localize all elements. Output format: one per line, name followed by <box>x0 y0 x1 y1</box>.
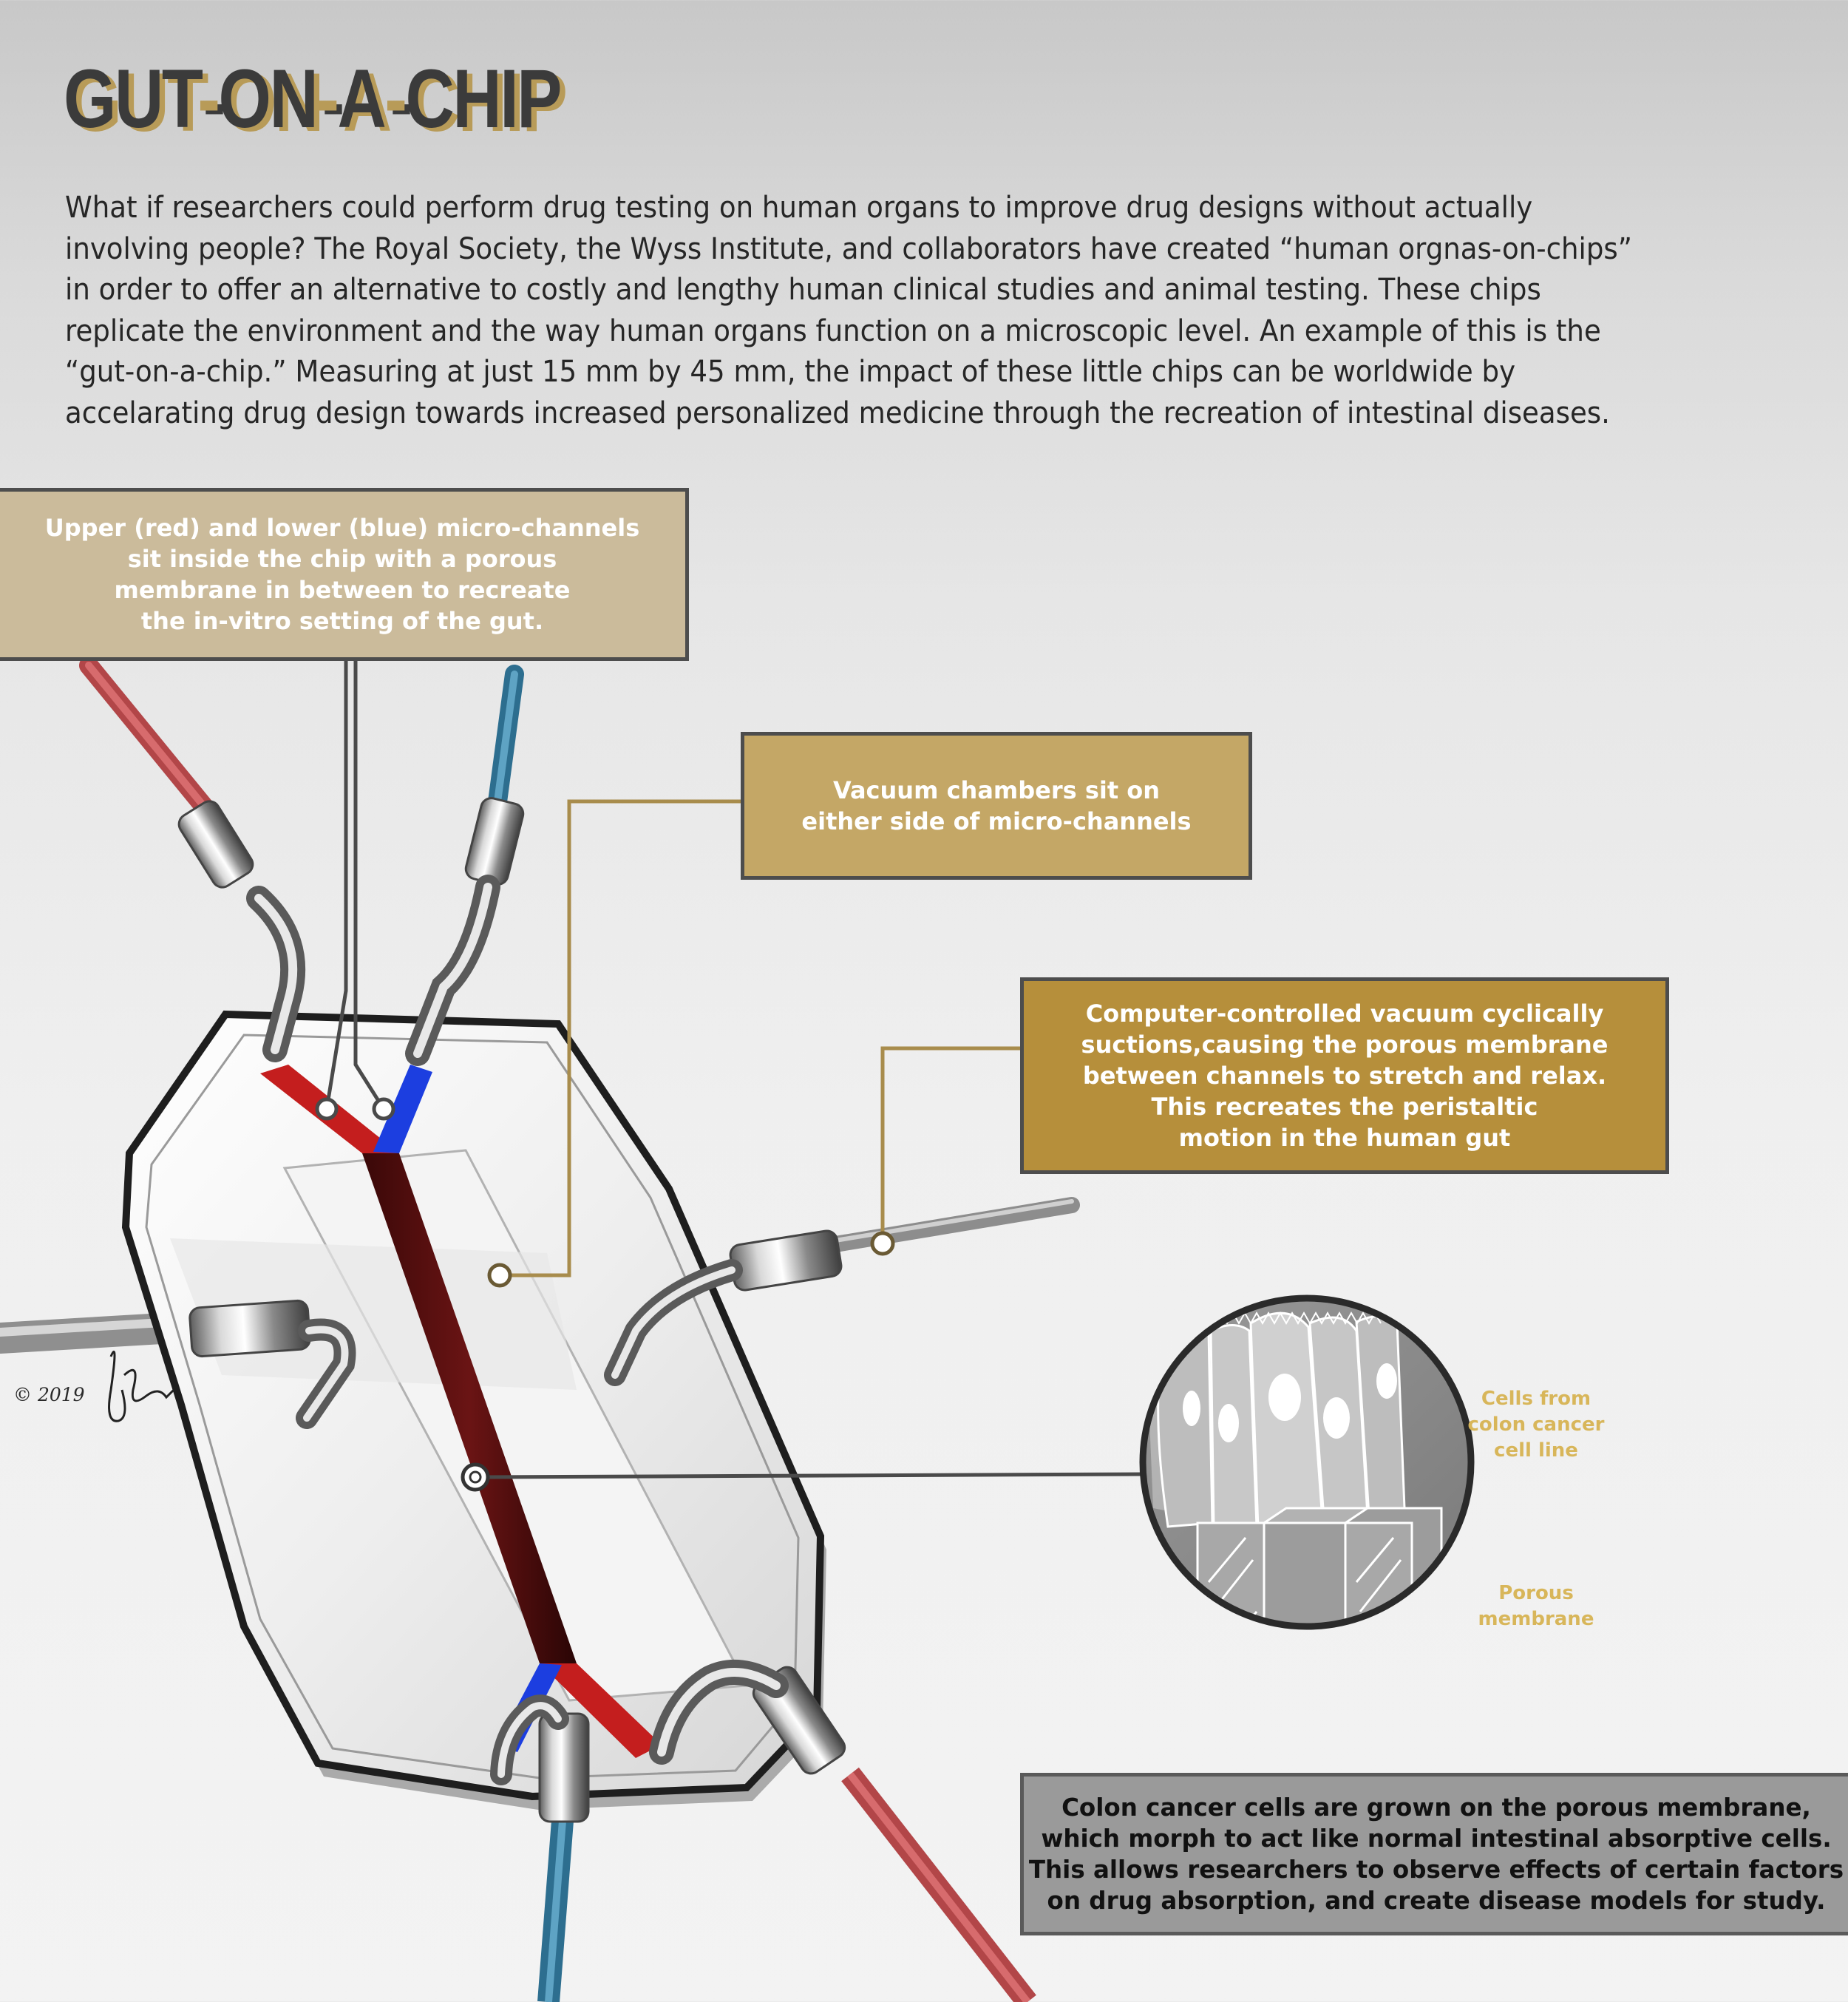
intro-line: in order to offer an alternative to costly and lengthy human clinical studies and animal testing. These chips <box>65 273 1541 307</box>
porous-membrane-pillars <box>1198 1508 1441 1700</box>
marker-lower-channel <box>374 1099 393 1119</box>
callout-colon-cells <box>1020 1773 1848 1935</box>
intro-line: replicate the environment and the way human organs function on a microscopic level. An example of this is the <box>65 313 1601 348</box>
upper-red-tube-inlet <box>89 665 214 819</box>
magnified-inset <box>1143 1298 1471 1700</box>
callout-vacuum-cycle <box>1020 977 1669 1174</box>
title-dash: - <box>384 52 406 145</box>
intro-line: “gut-on-a-chip.” Measuring at just 15 mm by 45 mm, the impact of these little chips can be worldwide by <box>65 355 1516 389</box>
inset-label-cells: Cells from colon cancer cell line <box>1467 1388 1605 1462</box>
callout-microchannels <box>0 488 689 661</box>
title-word: GUT <box>64 52 198 145</box>
inset-label-membrane: Porous membrane <box>1478 1582 1594 1630</box>
callout-vacuum-cycle-text: Computer-controlled vacuum cyclically suctions,causing the porous membrane between channels to stretch and relax. This recreates the peristaltic motion in the human gut <box>1081 1000 1608 1152</box>
title-word: ON <box>218 52 317 145</box>
vacuum-tube-right <box>813 1201 1072 1248</box>
title-dash: - <box>316 52 338 145</box>
copyright-text: © 2019 <box>13 1384 85 1405</box>
title-dash: - <box>197 52 219 145</box>
callout-colon-cells-text: Colon cancer cells are grown on the porous membrane, which morph to act like normal intestinal absorptive cells. This allows researchers to observe effects of certain factors on drug absorption, and create disease models for study. <box>1028 1794 1844 1915</box>
callout-vacuum-chambers <box>741 732 1252 880</box>
marker-membrane <box>463 1465 488 1490</box>
marker-vacuum-chamber <box>489 1265 510 1286</box>
intro-line: accelarating drug design towards increased personalized medicine through the recreation of intestinal diseases. <box>65 396 1610 430</box>
title-word: A <box>337 52 385 145</box>
intro-line: What if researchers could perform drug testing on human organs to improve drug designs without actually <box>65 191 1533 225</box>
blue-tube-outlet <box>548 1811 563 2002</box>
callout-vacuum-chambers-text: Vacuum chambers sit on either side of micro-channels <box>801 776 1192 835</box>
callout-microchannels-text: Upper (red) and lower (blue) micro-channels sit inside the chip with a porous membrane in between to recreate the in-vitro setting of the gut. <box>44 514 640 635</box>
marker-upper-channel <box>317 1099 336 1119</box>
title-word: CHIP <box>405 52 561 145</box>
lower-red-tube-outlet <box>850 1774 1027 2002</box>
intro-line: involving people? The Royal Society, the Wyss Institute, and collaborators have created “human orgnas-on-chips” <box>65 231 1633 266</box>
marker-vacuum-tube <box>872 1233 893 1254</box>
lower-blue-tube-inlet <box>497 674 514 807</box>
connector-blue-inlet <box>418 796 526 1053</box>
